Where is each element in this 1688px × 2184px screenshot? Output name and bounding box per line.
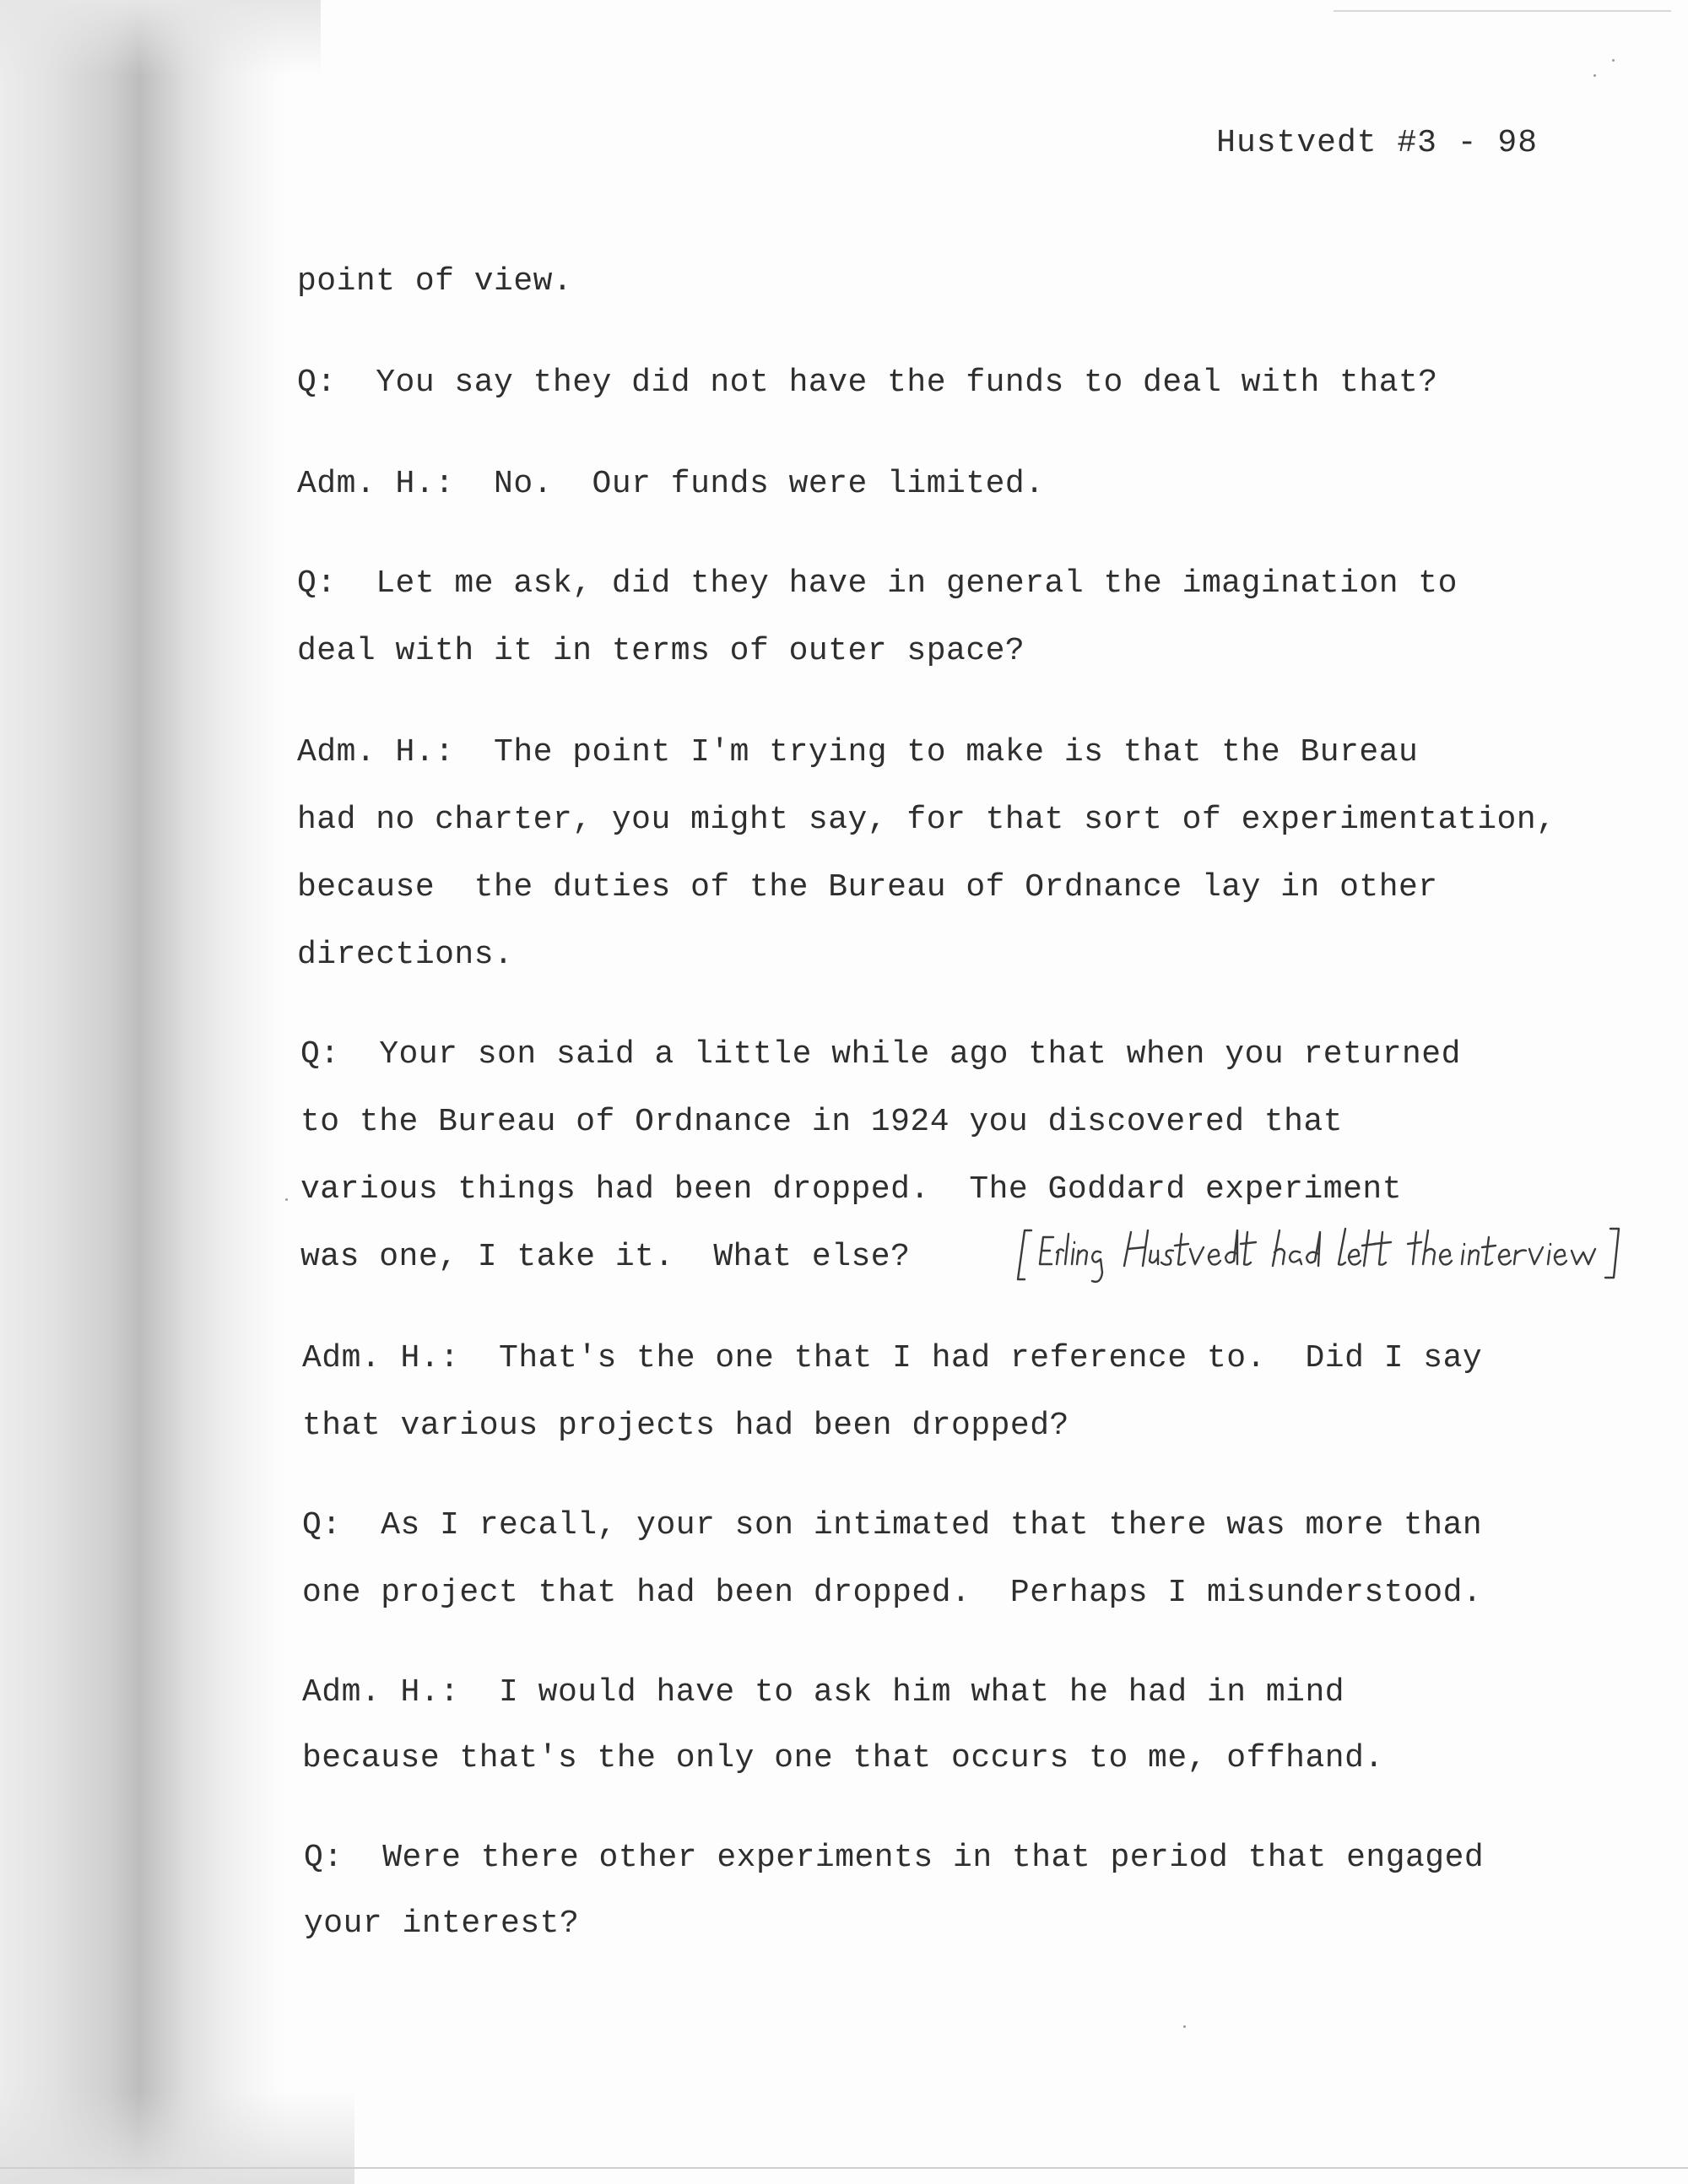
transcript-line: Q: As I recall, your son intimated that there was more than: [302, 1507, 1483, 1543]
scan-speck: [1593, 74, 1596, 77]
transcript-line: your interest?: [304, 1906, 580, 1942]
transcript-line: because the duties of the Bureau of Ordnance lay in other: [297, 869, 1438, 905]
transcript-line: Adm. H.: No. Our funds were limited.: [297, 466, 1045, 502]
transcript-line: Q: Let me ask, did they have in general the imagination to: [297, 565, 1458, 602]
transcript-line: Q: Your son said a little while ago that when you returned: [300, 1036, 1461, 1073]
transcript-line: had no charter, you might say, for that sort of experimentation,: [297, 802, 1556, 838]
transcript-line: Q: You say they did not have the funds to deal with that?: [297, 365, 1438, 401]
transcript-line: because that's the only one that occurs to me, offhand.: [302, 1740, 1384, 1776]
scan-edge-top: [1334, 10, 1671, 12]
binding-shadow-top: [0, 0, 321, 76]
scan-speck: [1612, 59, 1615, 62]
transcript-line: one project that had been dropped. Perhaps I misunderstood.: [302, 1575, 1483, 1611]
transcript-line: point of view.: [297, 263, 573, 300]
transcript-line: was one, I take it. What else?: [300, 1239, 911, 1275]
scan-edge-bottom: [0, 2167, 1688, 2169]
transcript-line: Q: Were there other experiments in that period that engaged: [304, 1840, 1485, 1876]
handwritten-note: [1013, 1214, 1637, 1289]
transcript-line: directions.: [297, 937, 514, 973]
scan-speck: [285, 1198, 288, 1201]
transcript-line: Adm. H.: The point I'm trying to make is that the Bureau: [297, 734, 1419, 770]
transcript-line: Adm. H.: I would have to ask him what he had in mind: [302, 1674, 1345, 1711]
page-header: Hustvedt #3 - 98: [1216, 125, 1538, 161]
transcript-line: that various projects had been dropped?: [302, 1408, 1069, 1444]
binding-shadow-bottom: [0, 2091, 354, 2184]
transcript-line: to the Bureau of Ordnance in 1924 you discovered that: [300, 1104, 1344, 1140]
scan-speck: [1183, 2025, 1186, 2028]
binding-shadow: [0, 0, 287, 2184]
handwritten-note-drawing: [1013, 1214, 1637, 1289]
transcript-line: various things had been dropped. The Goddard experiment: [300, 1171, 1403, 1208]
transcript-line: deal with it in terms of outer space?: [297, 633, 1025, 669]
transcript-line: Adm. H.: That's the one that I had reference to. Did I say: [302, 1340, 1483, 1376]
